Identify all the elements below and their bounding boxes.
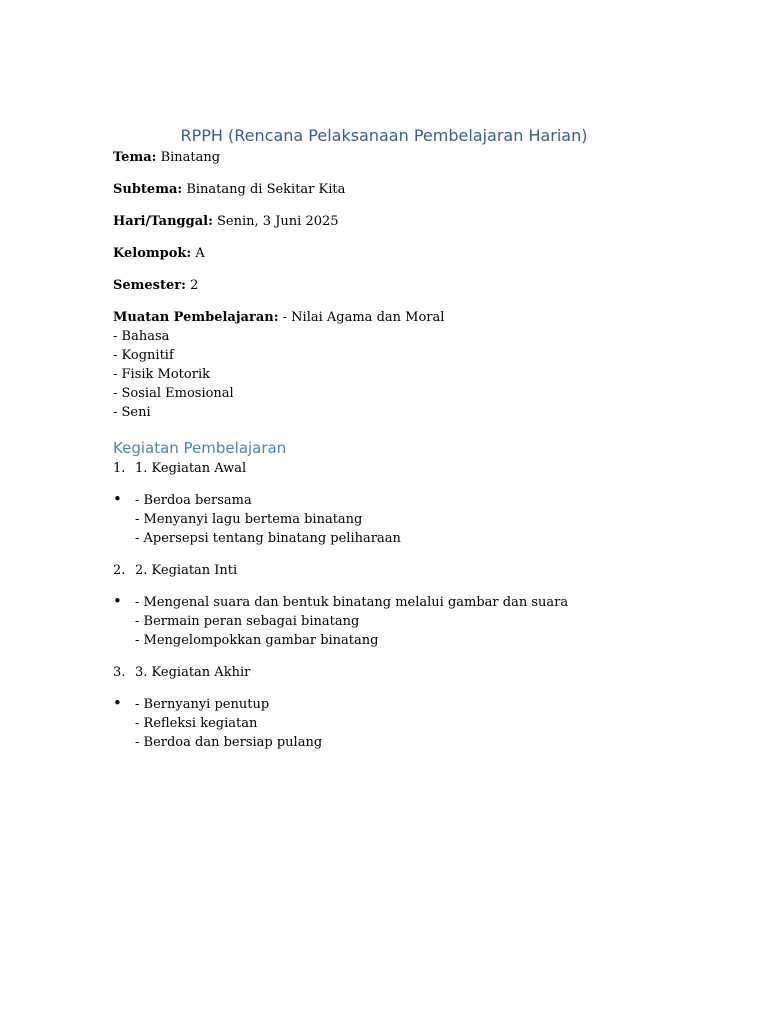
section-number: 2. bbox=[113, 563, 126, 578]
activity-item: - Apersepsi tentang binatang peliharaan bbox=[135, 531, 401, 546]
activity-item: - Mengelompokkan gambar binatang bbox=[135, 633, 379, 648]
bullet-icon: • bbox=[113, 694, 122, 712]
field-hari-tanggal bbox=[113, 212, 339, 231]
field-value: - Nilai Agama dan Moral bbox=[282, 310, 445, 325]
activity-item: - Bernyanyi penutup bbox=[135, 697, 270, 712]
field-tema bbox=[113, 148, 220, 167]
activity-item: - Menyanyi lagu bertema binatang bbox=[135, 512, 363, 527]
field-label: Semester: bbox=[113, 278, 186, 293]
muatan-item: - Fisik Motorik bbox=[113, 367, 210, 382]
section-title bbox=[113, 561, 237, 580]
section-label: 2. Kegiatan Inti bbox=[135, 563, 238, 578]
field-value: Binatang di Sekitar Kita bbox=[186, 182, 346, 197]
activity-item: - Mengenal suara dan bentuk binatang melalui gambar dan suara bbox=[135, 595, 569, 610]
field-value: Binatang bbox=[160, 150, 221, 165]
section-number: 1. bbox=[113, 461, 126, 476]
field-muatan bbox=[113, 308, 444, 327]
field-semester bbox=[113, 276, 198, 295]
activity-item: - Berdoa dan bersiap pulang bbox=[135, 735, 323, 750]
section-number: 3. bbox=[113, 665, 126, 680]
field-value: 2 bbox=[190, 278, 199, 293]
field-label: Hari/Tanggal: bbox=[113, 214, 213, 229]
field-value: Senin, 3 Juni 2025 bbox=[217, 214, 339, 229]
activity-item: - Bermain peran sebagai binatang bbox=[135, 614, 360, 629]
activity-item: - Berdoa bersama bbox=[135, 493, 252, 508]
document-title: RPPH (Rencana Pelaksanaan Pembelajaran Harian) bbox=[180, 126, 588, 145]
field-label: Muatan Pembelajaran: bbox=[113, 310, 279, 325]
field-kelompok bbox=[113, 244, 205, 263]
bullet-icon: • bbox=[113, 592, 122, 610]
section-label: 3. Kegiatan Akhir bbox=[135, 665, 251, 680]
field-label: Kelompok: bbox=[113, 246, 192, 261]
muatan-item: - Seni bbox=[113, 405, 151, 420]
activity-item: - Refleksi kegiatan bbox=[135, 716, 258, 731]
field-label: Tema: bbox=[113, 150, 157, 165]
section-label: 1. Kegiatan Awal bbox=[135, 461, 247, 476]
section-title bbox=[113, 663, 250, 682]
muatan-item: - Sosial Emosional bbox=[113, 386, 234, 401]
field-label: Subtema: bbox=[113, 182, 183, 197]
kegiatan-heading: Kegiatan Pembelajaran bbox=[113, 439, 287, 457]
section-title bbox=[113, 459, 246, 478]
muatan-item: - Kognitif bbox=[113, 348, 174, 363]
field-subtema bbox=[113, 180, 345, 199]
field-value: A bbox=[195, 246, 205, 261]
muatan-item: - Bahasa bbox=[113, 329, 170, 344]
bullet-icon: • bbox=[113, 490, 122, 508]
